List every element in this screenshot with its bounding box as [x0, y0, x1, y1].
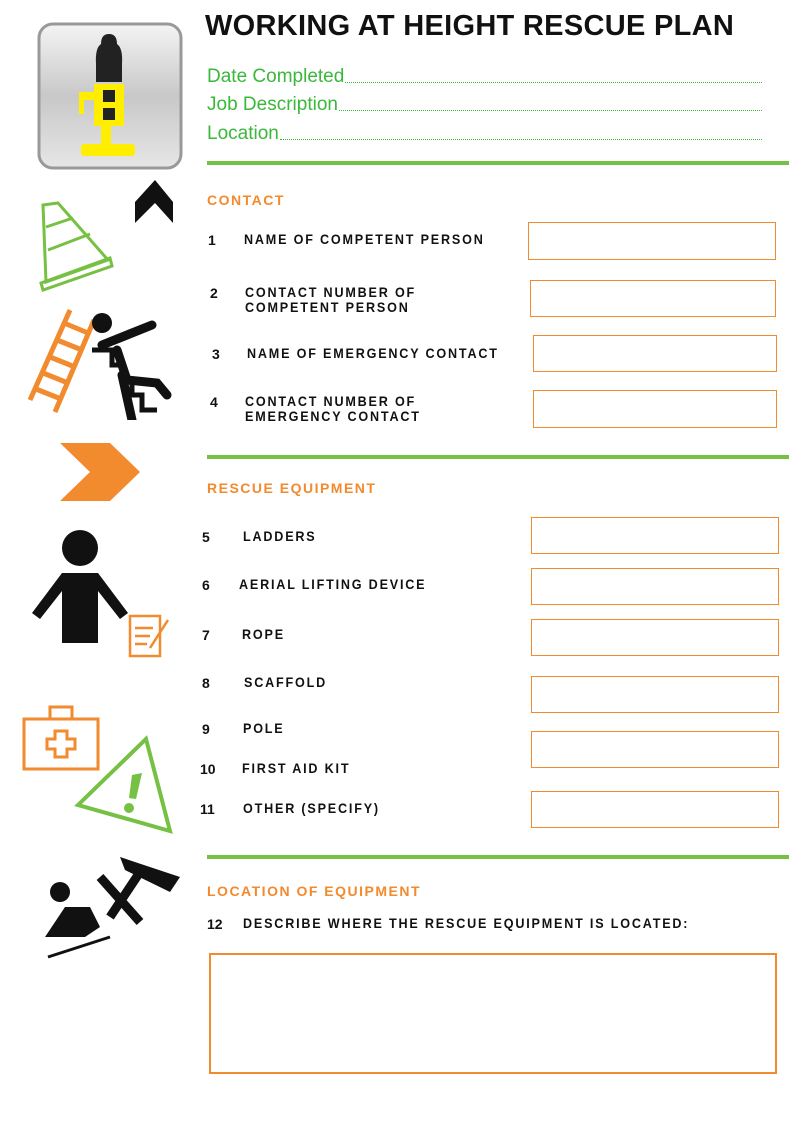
item-label: DESCRIBE WHERE THE RESCUE EQUIPMENT IS LOCATED: — [243, 915, 690, 931]
chevron-right-icon — [60, 443, 140, 501]
item-label: NAME OF EMERGENCY CONTACT — [247, 345, 499, 361]
emergency-contact-name-input[interactable] — [533, 335, 777, 372]
item-number: 12 — [207, 916, 223, 932]
item-label: LADDERS — [243, 528, 317, 544]
item-label: POLE — [243, 720, 285, 736]
location-field[interactable] — [207, 123, 762, 145]
item-number: 8 — [202, 675, 210, 691]
item-label: SCAFFOLD — [244, 674, 327, 690]
traffic-cone-icon — [38, 200, 118, 295]
item-label: OTHER (SPECIFY) — [243, 800, 380, 816]
section-heading-location: LOCATION OF EQUIPMENT — [207, 883, 422, 899]
date-completed-label: Date Completed — [207, 66, 345, 87]
equipment-location-textarea[interactable] — [209, 953, 777, 1074]
item-number: 1 — [208, 232, 216, 248]
item-label: CONTACT NUMBER OF EMERGENCY CONTACT — [245, 393, 421, 424]
emergency-contact-number-input[interactable] — [533, 390, 777, 428]
scaffold-input[interactable] — [531, 676, 779, 713]
other-specify-input[interactable] — [531, 791, 779, 828]
item-number: 11 — [200, 801, 215, 817]
item-label: CONTACT NUMBER OF COMPETENT PERSON — [245, 284, 417, 315]
location-label: Location — [207, 123, 279, 144]
item-number: 2 — [210, 285, 218, 301]
divider — [207, 455, 789, 459]
fall-from-ladder-icon — [22, 305, 177, 420]
item-label: AERIAL LIFTING DEVICE — [239, 576, 427, 592]
date-completed-field[interactable] — [207, 66, 762, 88]
item-number: 6 — [202, 577, 210, 593]
item-label: ROPE — [242, 626, 285, 642]
item-number: 7 — [202, 627, 210, 643]
section-heading-rescue-equipment: RESCUE EQUIPMENT — [207, 480, 377, 496]
pole-input[interactable] — [531, 731, 779, 768]
warning-triangle-icon — [74, 735, 174, 835]
injured-worker-tools-icon — [40, 852, 185, 960]
aerial-lifting-device-input[interactable] — [531, 568, 779, 605]
rope-input[interactable] — [531, 619, 779, 656]
section-heading-contact: CONTACT — [207, 192, 285, 208]
page-title: WORKING AT HEIGHT RESCUE PLAN — [205, 10, 735, 42]
divider — [207, 161, 789, 165]
item-number: 9 — [202, 721, 210, 737]
job-description-label: Job Description — [207, 94, 338, 115]
divider — [207, 855, 789, 859]
item-number: 5 — [202, 529, 210, 545]
item-label: NAME OF COMPETENT PERSON — [244, 231, 485, 247]
aerial-lift-icon — [37, 22, 183, 170]
competent-person-number-input[interactable] — [530, 280, 776, 317]
item-number: 4 — [210, 394, 218, 410]
item-number: 10 — [200, 761, 216, 777]
chevron-up-icon — [135, 180, 175, 225]
ladders-input[interactable] — [531, 517, 779, 554]
job-description-field[interactable] — [207, 94, 762, 116]
person-with-notepad-icon — [22, 528, 172, 660]
item-label: FIRST AID KIT — [242, 760, 351, 776]
competent-person-name-input[interactable] — [528, 222, 776, 260]
item-number: 3 — [212, 346, 220, 362]
